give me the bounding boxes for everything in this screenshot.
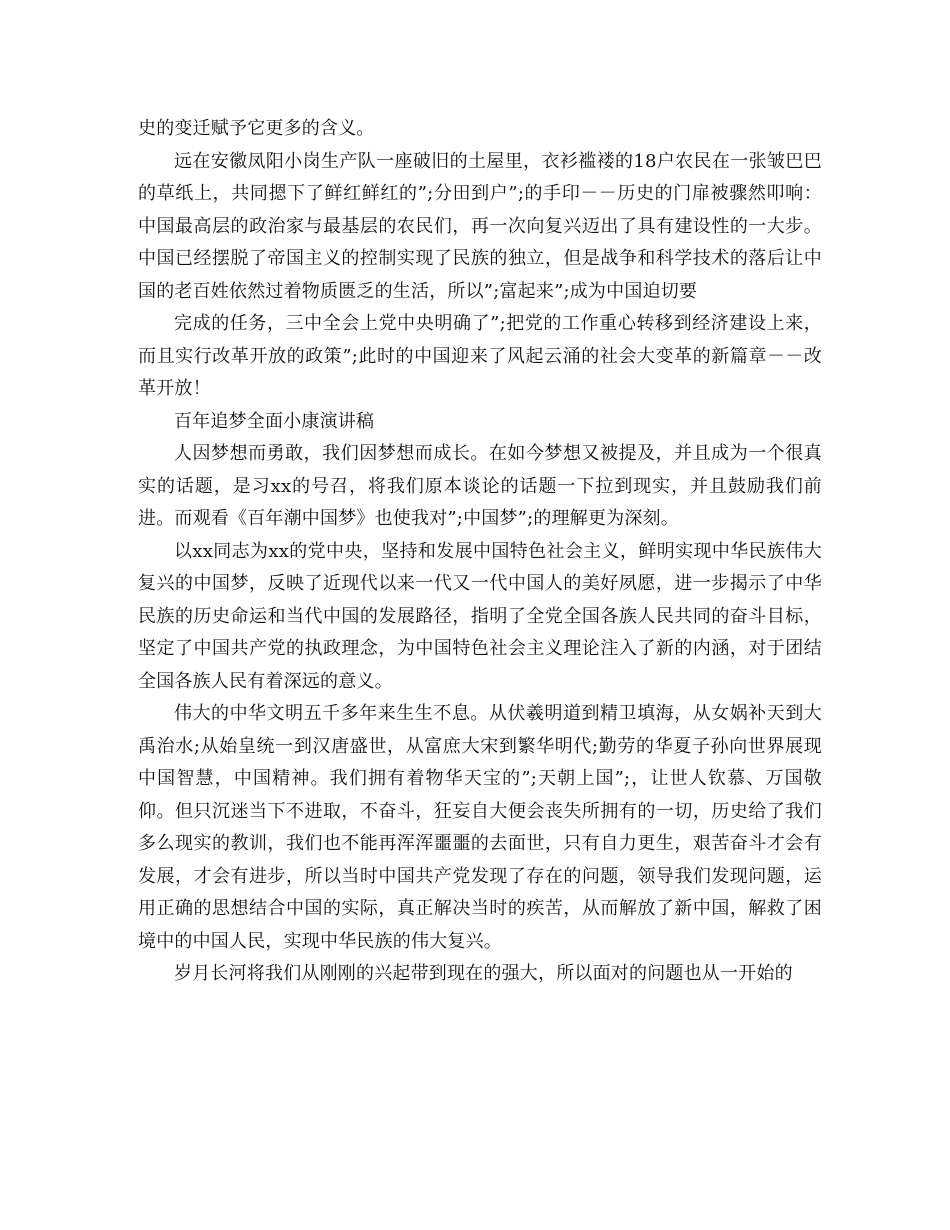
paragraph-party: 以xx同志为xx的党中央，坚持和发展中国特色社会主义，鲜明实现中华民族伟大复兴的中国梦，反映了近现代以来一代又一代中国人的美好夙愿，进一步揭示了中华民族的历史命运和当代中国的发展路径，指明了全党全国各族人民共同的奋斗目标，坚定了中国共产党的执政理念，为中国特色社会主义理论注入了新的内涵，对于团结全国各族人民有着深远的意义。 — [138, 540, 822, 692]
document-body — [138, 113, 822, 991]
paragraph-civilization: 伟大的中华文明五千多年来生生不息。从伏羲明道到精卫填海，从女娲补天到大禹治水;从始皇统一到汉唐盛世，从富庶大宋到繁华明代;勤劳的华夏子孙向世界展现中国智慧，中国精神。我们拥有着物华天宝的”;天朝上国”;，让世人钦慕、万国敬仰。但只沉迷当下不进取，不奋斗，狂妄自大便会丧失所拥有的一切，历史给了我们多么现实的教训，我们也不能再浑浑噩噩的去面世，只有自力更生，艰苦奋斗才会有发展，才会有进步，所以当时中国共产党发现了存在的问题，领导我们发现问题，运用正确的思想结合中国的实际，真正解决当时的疾苦，从而解放了新中国，解救了困境中的中国人民，实现中华民族的伟大复兴。 — [138, 703, 822, 952]
section-heading: 百年追梦全面小康演讲稿 — [174, 410, 375, 432]
paragraph-reform: 完成的任务，三中全会上党中央明确了”;把党的工作重心转移到经济建设上来，而且实行改革开放的政策”;此时的中国迎来了风起云涌的社会大变革的新篇章－－改革开放！ — [138, 313, 822, 399]
paragraph-dream: 人因梦想而勇敢，我们因梦想而成长。在如今梦想又被提及，并且成为一个很真实的话题，是习xx的号召，将我们原本谈论的话题一下拉到现实，并且鼓励我们前进。而观看《百年潮中国梦》也使我对”;中国梦”;的理解更为深刻。 — [138, 443, 822, 529]
paragraph-river: 岁月长河将我们从刚刚的兴起带到现在的强大，所以面对的问题也从一开始的 — [174, 963, 793, 984]
paragraph-continuation: 史的变迁赋予它更多的含义。 — [138, 118, 375, 139]
paragraph-xiaogang: 远在安徽凤阳小岗生产队一座破旧的土屋里，衣衫褴褛的18户农民在一张皱巴巴的草纸上，共同摁下了鲜红鲜红的”;分田到户”;的手印－－历史的门扉被骤然叩响：中国最高层的政治家与最基层的农民们，再一次向复兴迈出了具有建设性的一大步。中国已经摆脱了帝国主义的控制实现了民族的独立，但是战争和科学技术的落后让中国的老百姓依然过着物质匮乏的生活，所以”;富起来”;成为中国迫切要 — [138, 150, 822, 302]
